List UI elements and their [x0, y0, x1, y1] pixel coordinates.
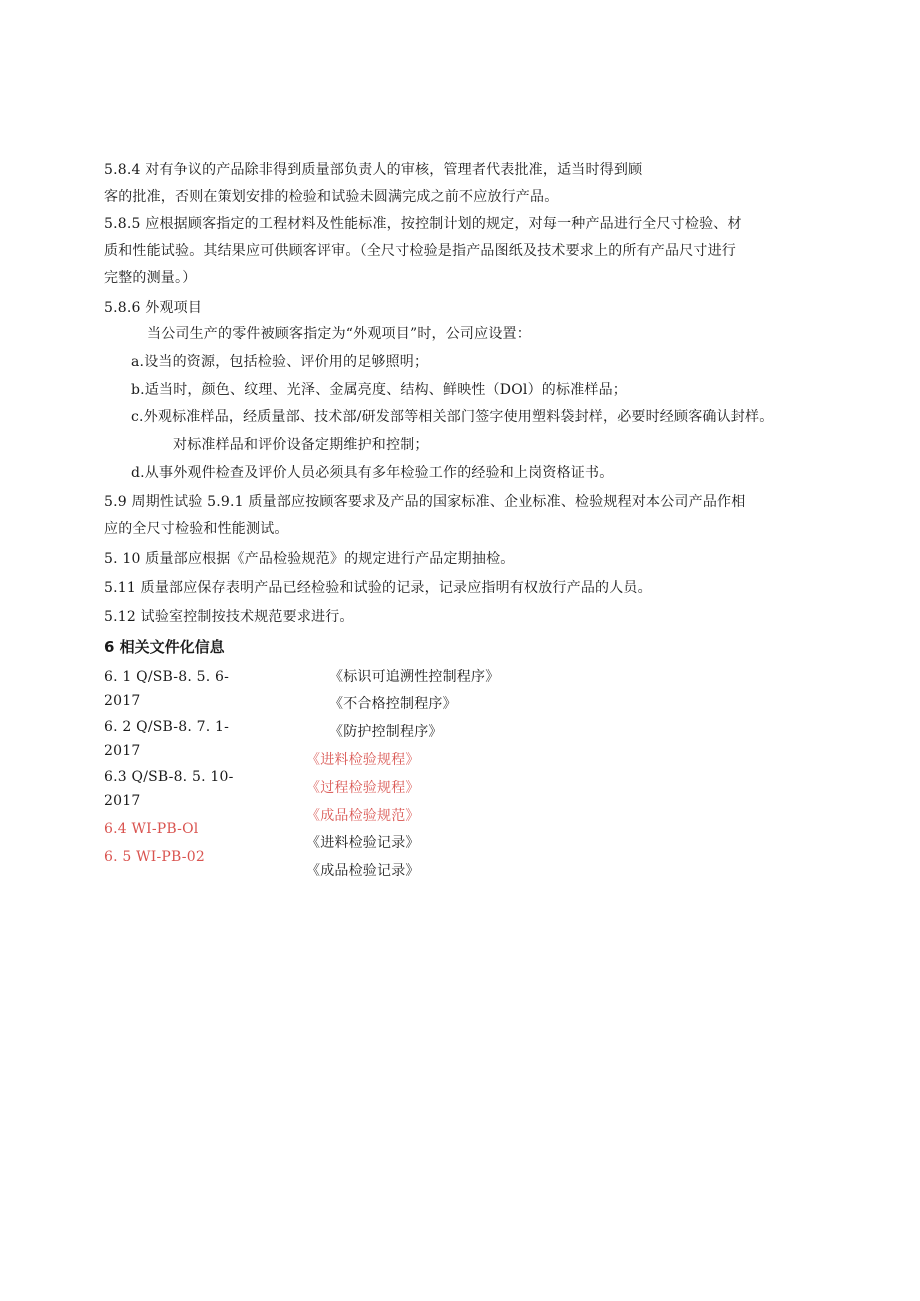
- list-item-a: a.设当的资源，包括检验、评价用的足够照明；: [131, 354, 429, 370]
- para-5-11: 5.11 质量部应保存表明产品已经检验和试验的记录，记录应指明有权放行产品的人员。: [104, 580, 652, 596]
- doc-title-incoming-procedure: 《进料检验规程》: [306, 752, 420, 768]
- para-5-12: 5.12 试验室控制按技术规范要求进行。: [104, 609, 354, 625]
- doc-code-6-4: 6.4 WI-PB-Ol: [104, 821, 199, 837]
- list-item-c-line2: 对标准样品和评价设备定期维护和控制；: [173, 437, 429, 453]
- para-5-9-line2: 应的全尺寸检验和性能测试。: [104, 521, 289, 537]
- doc-code-6-3: 6.3 Q/SB-8. 5. 10-: [104, 769, 234, 785]
- doc-title-traceability: 《标识可追溯性控制程序》: [329, 669, 500, 685]
- doc-code-6-2: 6. 2 Q/SB-8. 7. 1-: [104, 719, 230, 735]
- section-5-8-6-intro: 当公司生产的零件被顾客指定为“外观项目”时，公司应设置：: [147, 326, 531, 342]
- doc-code-6-3-year: 2017: [104, 793, 141, 809]
- list-item-b: b.适当时，颜色、纹理、光泽、金属亮度、结构、鲜映性（DOl）的标准样品；: [131, 382, 627, 398]
- para-5-8-5-line2: 质和性能试验。其结果应可供顾客评审。（全尺寸检验是指产品图纸及技术要求上的所有产品尺寸进行: [104, 243, 736, 259]
- doc-code-6-5: 6. 5 WI-PB-02: [104, 849, 205, 865]
- para-5-8-4-line1: 5.8.4 对有争议的产品除非得到质量部负责人的审核，管理者代表批准，适当时得到顾: [104, 162, 643, 178]
- section-6-heading: 6 相关文件化信息: [104, 638, 225, 656]
- para-5-9-line1: 5.9 周期性试验 5.9.1 质量部应按顾客要求及产品的国家标准、企业标准、检验规程对本公司产品作相: [104, 494, 746, 510]
- doc-code-6-1: 6. 1 Q/SB-8. 5. 6-: [104, 669, 230, 685]
- doc-code-6-2-year: 2017: [104, 743, 141, 759]
- list-item-d: d.从事外观件检查及评价人员必须具有多年检验工作的经验和上岗资格证书。: [131, 465, 614, 481]
- para-5-8-5-line3: 完整的测量。）: [104, 270, 197, 286]
- para-5-8-5-line1: 5.8.5 应根据顾客指定的工程材料及性能标准，按控制计划的规定，对每一种产品进行全尺寸检验、材: [104, 216, 742, 232]
- list-item-c-line1: c.外观标准样品，经质量部、技术部/研发部等相关部门签字使用塑料袋封样，必要时经顾客确认封样。: [131, 409, 774, 425]
- doc-code-6-1-year: 2017: [104, 693, 141, 709]
- doc-title-finished-spec: 《成品检验规范》: [306, 808, 420, 824]
- para-5-10: 5. 10 质量部应根据《产品检验规范》的规定进行产品定期抽检。: [104, 551, 515, 567]
- doc-title-finished-record: 《成品检验记录》: [306, 863, 420, 879]
- doc-title-process-procedure: 《过程检验规程》: [306, 780, 420, 796]
- doc-title-incoming-record: 《进料检验记录》: [306, 835, 420, 851]
- doc-title-nonconformity: 《不合格控制程序》: [329, 696, 457, 712]
- doc-title-protection: 《防护控制程序》: [329, 724, 443, 740]
- para-5-8-4-line2: 客的批准，否则在策划安排的检验和试验未圆满完成之前不应放行产品。: [104, 189, 559, 205]
- section-5-8-6-title: 5.8.6 外观项目: [104, 300, 203, 316]
